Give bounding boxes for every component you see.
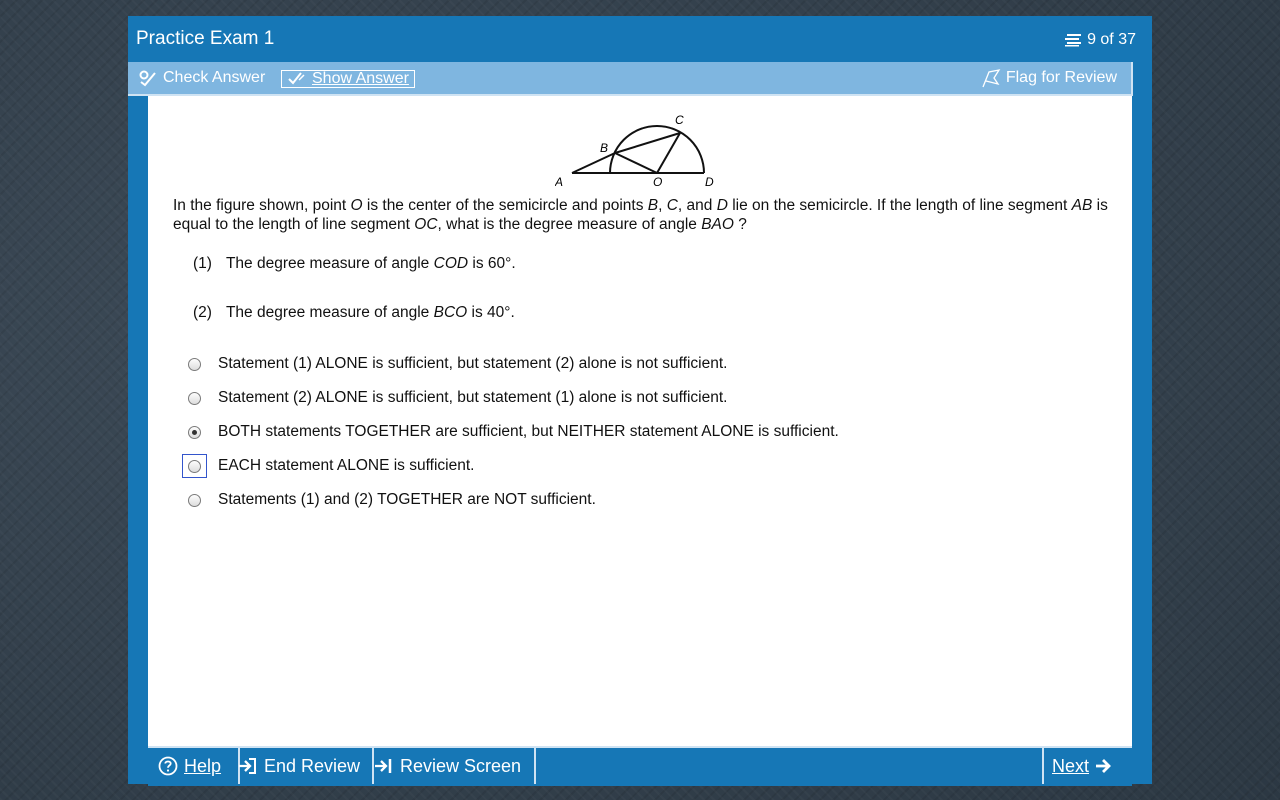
statement-number: (2) <box>193 304 212 321</box>
choice-label: Statement (2) ALONE is sufficient, but statement (1) alone is not sufficient. <box>218 389 728 406</box>
label-d: D <box>705 175 714 186</box>
answer-choice-e[interactable] <box>183 489 883 511</box>
answer-choice-a[interactable] <box>183 353 883 375</box>
next-arrow-icon <box>1095 757 1113 775</box>
end-review-icon <box>238 757 258 775</box>
review-screen-button[interactable] <box>366 748 536 784</box>
statement-number: (1) <box>193 255 212 272</box>
check-answer-label: Check Answer <box>163 69 266 86</box>
radio-button-selected[interactable] <box>188 426 201 439</box>
answer-choice-d[interactable] <box>183 455 883 477</box>
radio-button[interactable] <box>188 460 201 473</box>
bottom-navigation <box>148 746 1132 786</box>
help-icon <box>158 756 178 776</box>
choice-label: Statements (1) and (2) TOGETHER are NOT sufficient. <box>218 491 596 508</box>
label-c: C <box>675 113 684 127</box>
choice-label: EACH statement ALONE is sufficient. <box>218 457 475 474</box>
statement-text: The degree measure of angle BCO is 40°. <box>225 304 515 321</box>
radio-button[interactable] <box>188 494 201 507</box>
answer-choice-c[interactable] <box>183 421 883 443</box>
review-screen-icon <box>374 757 394 775</box>
question-stem: In the figure shown, point O is the center of the semicircle and points B, C, and D lie on the semicircle. If the length of line segment AB is equal to the length of line segment OC, what is the degree measure of angle BAO ? <box>173 197 1108 233</box>
label-a: A <box>555 175 564 186</box>
exam-window <box>128 16 1152 784</box>
show-answer-icon <box>287 72 307 86</box>
end-review-button[interactable] <box>230 748 374 784</box>
choice-label: Statement (1) ALONE is sufficient, but statement (2) alone is not sufficient. <box>218 355 728 372</box>
help-button[interactable] <box>148 748 240 784</box>
radio-button[interactable] <box>188 358 201 371</box>
end-review-label: End Review <box>264 755 361 776</box>
next-button[interactable] <box>1042 748 1132 784</box>
flag-for-review-label: Flag for Review <box>1005 69 1117 86</box>
flag-icon <box>981 68 1001 88</box>
statement-text: The degree measure of angle COD is 60°. <box>225 255 516 272</box>
answer-choice-b[interactable] <box>183 387 883 409</box>
review-list-icon <box>1064 33 1082 47</box>
statement-2 <box>193 304 515 322</box>
question-counter[interactable] <box>1064 31 1136 49</box>
show-answer-button[interactable] <box>281 70 415 88</box>
review-screen-label: Review Screen <box>400 755 522 776</box>
flag-for-review-button[interactable] <box>981 62 1117 94</box>
title-bar <box>128 16 1152 62</box>
semicircle-figure <box>555 106 715 186</box>
statement-1 <box>193 255 516 273</box>
counter-text: 9 of 37 <box>1087 31 1136 48</box>
question-panel <box>148 96 1132 746</box>
label-o: O <box>653 175 663 186</box>
show-answer-label: Show Answer <box>312 70 409 87</box>
choice-label: BOTH statements TOGETHER are sufficient, but NEITHER statement ALONE is sufficient. <box>218 423 839 440</box>
next-label: Next <box>1052 755 1090 776</box>
radio-button[interactable] <box>188 392 201 405</box>
check-answer-button[interactable] <box>138 62 265 94</box>
toolbar <box>128 62 1133 96</box>
label-b: B <box>600 141 609 155</box>
check-answer-icon <box>138 69 158 87</box>
help-label: Help <box>184 755 222 776</box>
exam-title: Practice Exam 1 <box>136 28 275 49</box>
